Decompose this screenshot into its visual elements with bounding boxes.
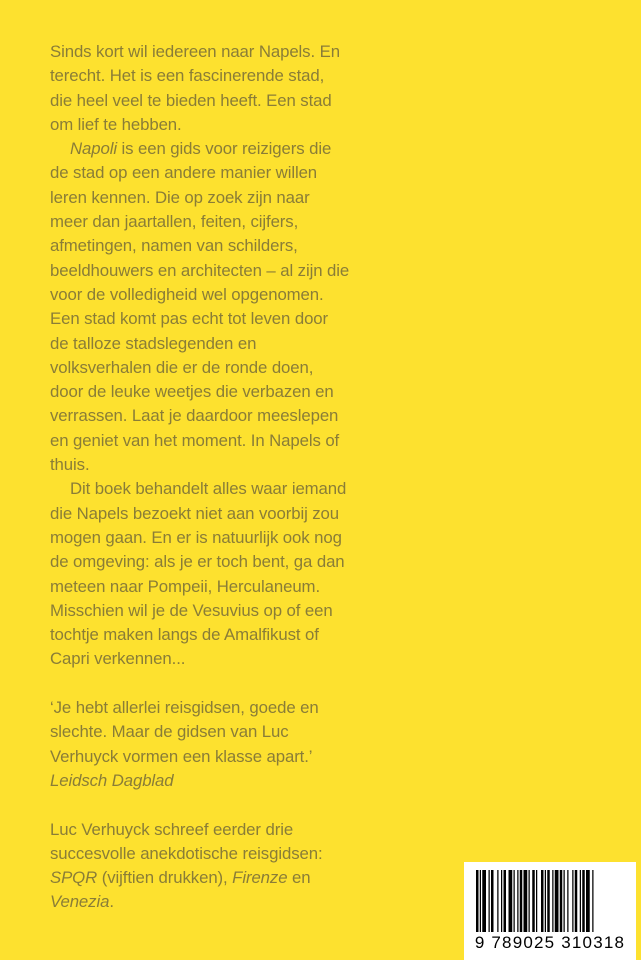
paragraph-napoli-text: is een gids voor reizigers die de stad op een andere manier willen leren kennen. Die op zoek zijn naar meer dan jaartallen, feiten, cijfers, afmetingen, namen van schilders, beeldhouwers en architecten – al zijn die voor de volledigheid wel opgenomen. Een stad komt pas echt tot leven door de talloze stadslegenden en volksverhalen die er de ronde doen, door de leuke weetjes die verbazen en verrassen. Laat je daardoor meeslepen en geniet van het moment. In Napels of thuis. (50, 139, 350, 475)
author-bio (50, 818, 350, 915)
author-bio-text: Luc Verhuyck schreef eerder drie succesvolle anekdotische reisgidsen: (50, 819, 323, 863)
barcode-bars (476, 870, 624, 934)
author-bio-text-3: en (287, 868, 311, 888)
isbn-barcode (464, 862, 636, 960)
book-title-spqr: SPQR (50, 868, 98, 888)
blurb-text (50, 40, 350, 915)
isbn-number: 9 789025 310318 (474, 933, 626, 952)
author-bio-end: . (109, 892, 114, 912)
review-quote: ‘Je hebt allerlei reisgidsen, goede en slechte. Maar de gidsen van Luc Verhuyck vormen een klasse apart.’ (50, 698, 319, 766)
paragraph-contents: Dit boek behandelt alles waar iemand die Napels bezoekt niet aan voorbij zou mogen gaan. En er is natuurlijk ook nog de omgeving: als je er toch bent, ga dan meteen naar Pompeii, Herculaneum. Misschien wil je de Vesuvius op of een tochtje maken langs de Amalfikust of Capri verkennen... (50, 479, 347, 669)
paragraph-napoli (50, 137, 350, 477)
book-title-napoli: Napoli (70, 139, 117, 159)
author-bio-text-2: (vijftien drukken), (97, 868, 233, 888)
paragraph-intro: Sinds kort wil iedereen naar Napels. En terecht. Het is een fascinerende stad, die heel veel te bieden heeft. Een stad om lief te hebben. (50, 42, 340, 134)
book-title-firenze: Firenze (232, 868, 288, 888)
book-title-venezia: Venezia (50, 892, 110, 912)
review-source: Leidsch Dagblad (50, 770, 174, 790)
